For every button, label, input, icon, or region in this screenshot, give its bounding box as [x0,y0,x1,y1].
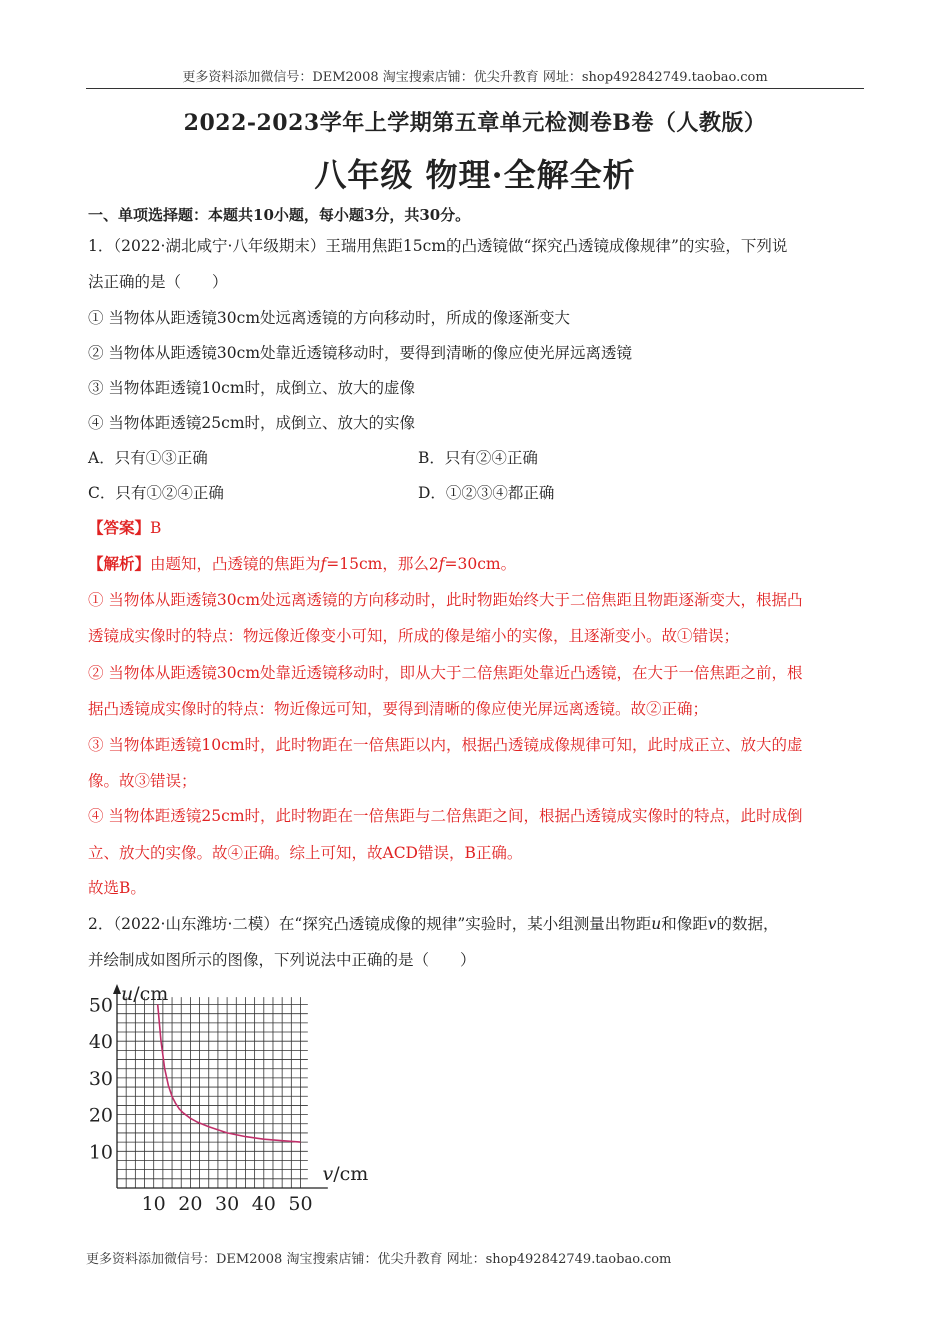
q2-stem-text-2: 和像距 [661,915,708,933]
q1-analysis-line: ④ 当物体距透镜25cm时，此时物距在一倍焦距与二倍焦距之间，根据凸透镜成实像时的特点，此时成倒 [88,807,803,825]
x-tick-label: 40 [251,1193,276,1215]
uv-graph [80,980,380,1220]
document-subtitle: 八年级 物理·全解全析 [314,156,636,194]
y-tick-label: 40 [88,1031,113,1054]
q1-conclusion: 故选B。 [88,879,146,897]
analysis-intro-text-3: =30cm。 [444,555,517,573]
q1-analysis-line: 立、放大的实像。故④正确。综上可知，故ACD错误，B正确。 [88,844,523,862]
q2-stem-line1 [88,912,779,934]
graph-axes [113,984,328,1188]
q1-analysis-line: ② 当物体从距透镜30cm处靠近透镜移动时，即从大于二倍焦距处靠近凸透镜，在大于一倍焦距之前，根 [88,664,803,682]
q1-statement-1: ① 当物体从距透镜30cm处远离透镜的方向移动时，所成的像逐渐变大 [88,309,571,327]
x-tick-label: 20 [178,1193,203,1215]
x-tick-label: 30 [215,1193,240,1215]
q1-analysis-intro [88,552,516,574]
graph-grid [117,997,308,1188]
analysis-intro-text-2: =15cm，那么2 [326,555,439,573]
graph-ticks [89,995,313,1216]
q1-analysis-line: ① 当物体从距透镜30cm处远离透镜的方向移动时，此时物距始终大于二倍焦距且物距逐渐变大，根据凸 [88,591,803,609]
answer-label: 【答案】 [88,518,151,537]
q1-statement-3: ③ 当物体距透镜10cm时，成倒立、放大的虚像 [88,379,416,397]
y-tick-label: 50 [88,994,113,1017]
analysis-intro-text: 由题知，凸透镜的焦距为 [150,555,321,573]
document-title: 2022-2023学年上学期第五章单元检测卷B卷（人教版） [183,110,767,136]
header-divider [86,88,864,89]
y-axis-arrow [113,984,121,994]
y-tick-label: 10 [88,1141,113,1164]
q1-option-b: B．只有②④正确 [418,449,538,467]
q1-option-c: C．只有①②④正确 [88,484,224,502]
y-tick-label: 20 [88,1104,113,1127]
section-heading: 一、单项选择题：本题共10小题，每小题3分，共30分。 [88,206,471,224]
q1-statement-4: ④ 当物体距透镜25cm时，成倒立、放大的实像 [88,414,416,432]
q1-stem-line2: 法正确的是（ ） [88,273,228,291]
q1-analysis-line: 像。故③错误； [88,772,197,790]
graph-curve [158,1005,301,1143]
answer-value: B [150,519,162,537]
focal-symbol: f [320,555,327,573]
q1-option-d: D．①②③④都正确 [418,484,555,502]
q1-option-a: A．只有①③正确 [88,449,208,467]
y-axis-label: u/cm [121,983,169,1005]
focal-symbol-2: f [438,555,445,573]
analysis-label: 【解析】 [88,554,151,573]
y-tick-label: 30 [88,1067,113,1090]
q1-statement-2: ② 当物体从距透镜30cm处靠近透镜移动时，要得到清晰的像应使光屏远离透镜 [88,344,633,362]
v-symbol: v [707,915,717,933]
x-axis-label: v/cm [322,1163,369,1185]
page-header: 更多资料添加微信号：DEM2008 淘宝搜索店铺：优尖升教育 网址：shop492842749.taobao.com [182,70,768,85]
q1-stem-line1: 1．（2022·湖北咸宁·八年级期末）王瑞用焦距15cm的凸透镜做“探究凸透镜成像规律”的实验，下列说 [88,237,788,255]
q1-analysis-line: 透镜成实像时的特点：物远像近像变小可知，所成的像是缩小的实像，且逐渐变小。故①错误； [88,627,740,645]
q1-analysis-line: ③ 当物体距透镜10cm时，此时物距在一倍焦距以内，根据凸透镜成像规律可知，此时成正立、放大的虚 [88,736,803,754]
q2-stem-text: 2．（2022·山东潍坊·二模）在“探究凸透镜成像的规律”实验时，某小组测量出物距 [88,915,652,933]
uv-curve [158,1005,301,1143]
q2-stem-line2: 并绘制成如图所示的图像，下列说法中正确的是（ ） [88,951,476,969]
x-tick-label: 10 [141,1193,166,1215]
page-footer: 更多资料添加微信号：DEM2008 淘宝搜索店铺：优尖升教育 网址：shop492842749.taobao.com [86,1252,672,1267]
x-tick-label: 50 [288,1193,313,1215]
q2-stem-text-3: 的数据， [716,915,779,933]
u-symbol: u [651,915,662,933]
q1-answer [88,516,161,538]
q1-analysis-line: 据凸透镜成实像时的特点：物近像远可知，要得到清晰的像应使光屏远离透镜。故②正确； [88,700,709,718]
